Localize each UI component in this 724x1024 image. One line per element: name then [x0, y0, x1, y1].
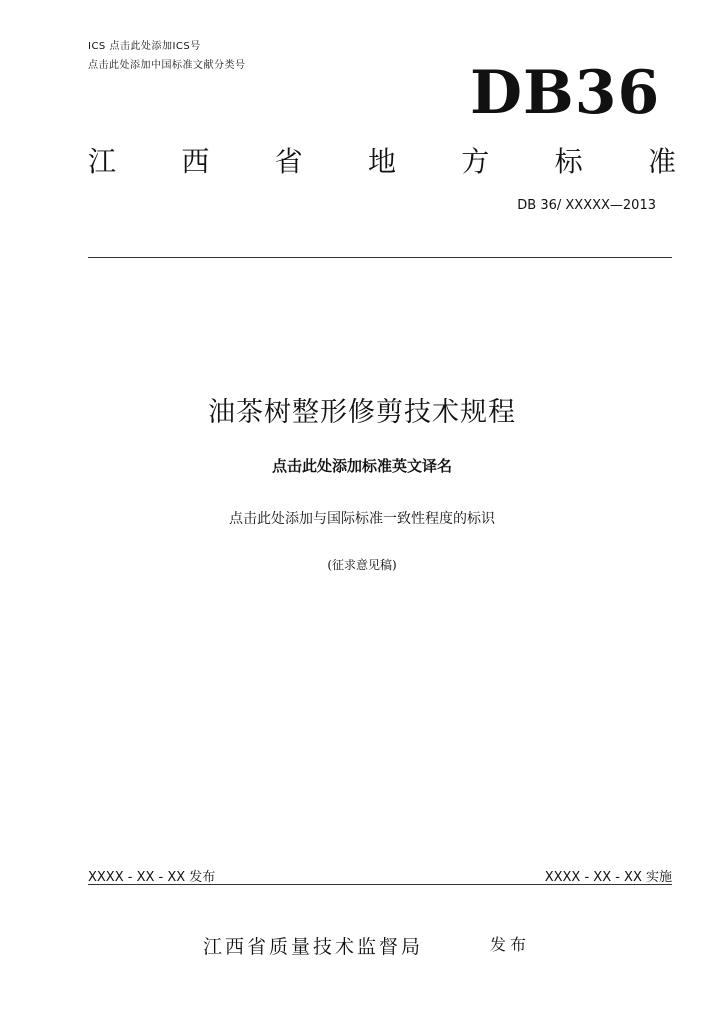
standard-type-char: 江	[88, 145, 117, 178]
ics-number-placeholder[interactable]: ICS 点击此处添加ICS号	[88, 41, 201, 52]
issuing-agency: 江西省质量技术监督局	[203, 936, 424, 958]
standard-type-heading	[88, 140, 676, 180]
english-title-placeholder[interactable]: 点击此处添加标准英文译名	[271, 457, 452, 475]
standard-type-char: 标	[554, 145, 583, 178]
footer-divider	[88, 884, 672, 885]
implement-date: XXXX - XX - XX 实施	[544, 870, 672, 885]
draft-status-label: (征求意见稿)	[327, 558, 397, 572]
standard-type-char: 准	[647, 145, 676, 178]
standard-type-char: 省	[274, 145, 303, 178]
standard-number: DB 36/ XXXXX—2013	[517, 198, 656, 213]
issue-label: 发布	[490, 935, 531, 954]
consistency-placeholder[interactable]: 点击此处添加与国际标准一致性程度的标识	[229, 511, 495, 527]
standard-code-logo: DB36	[470, 58, 661, 128]
standard-type-char: 地	[367, 145, 396, 178]
header-divider	[88, 257, 672, 258]
publish-date: XXXX - XX - XX 发布	[88, 870, 216, 885]
standard-type-char: 方	[461, 145, 490, 178]
document-title: 油茶树整形修剪技术规程	[208, 397, 516, 428]
standard-type-char: 西	[181, 145, 210, 178]
classification-number-placeholder[interactable]: 点击此处添加中国标准文献分类号	[88, 60, 246, 71]
